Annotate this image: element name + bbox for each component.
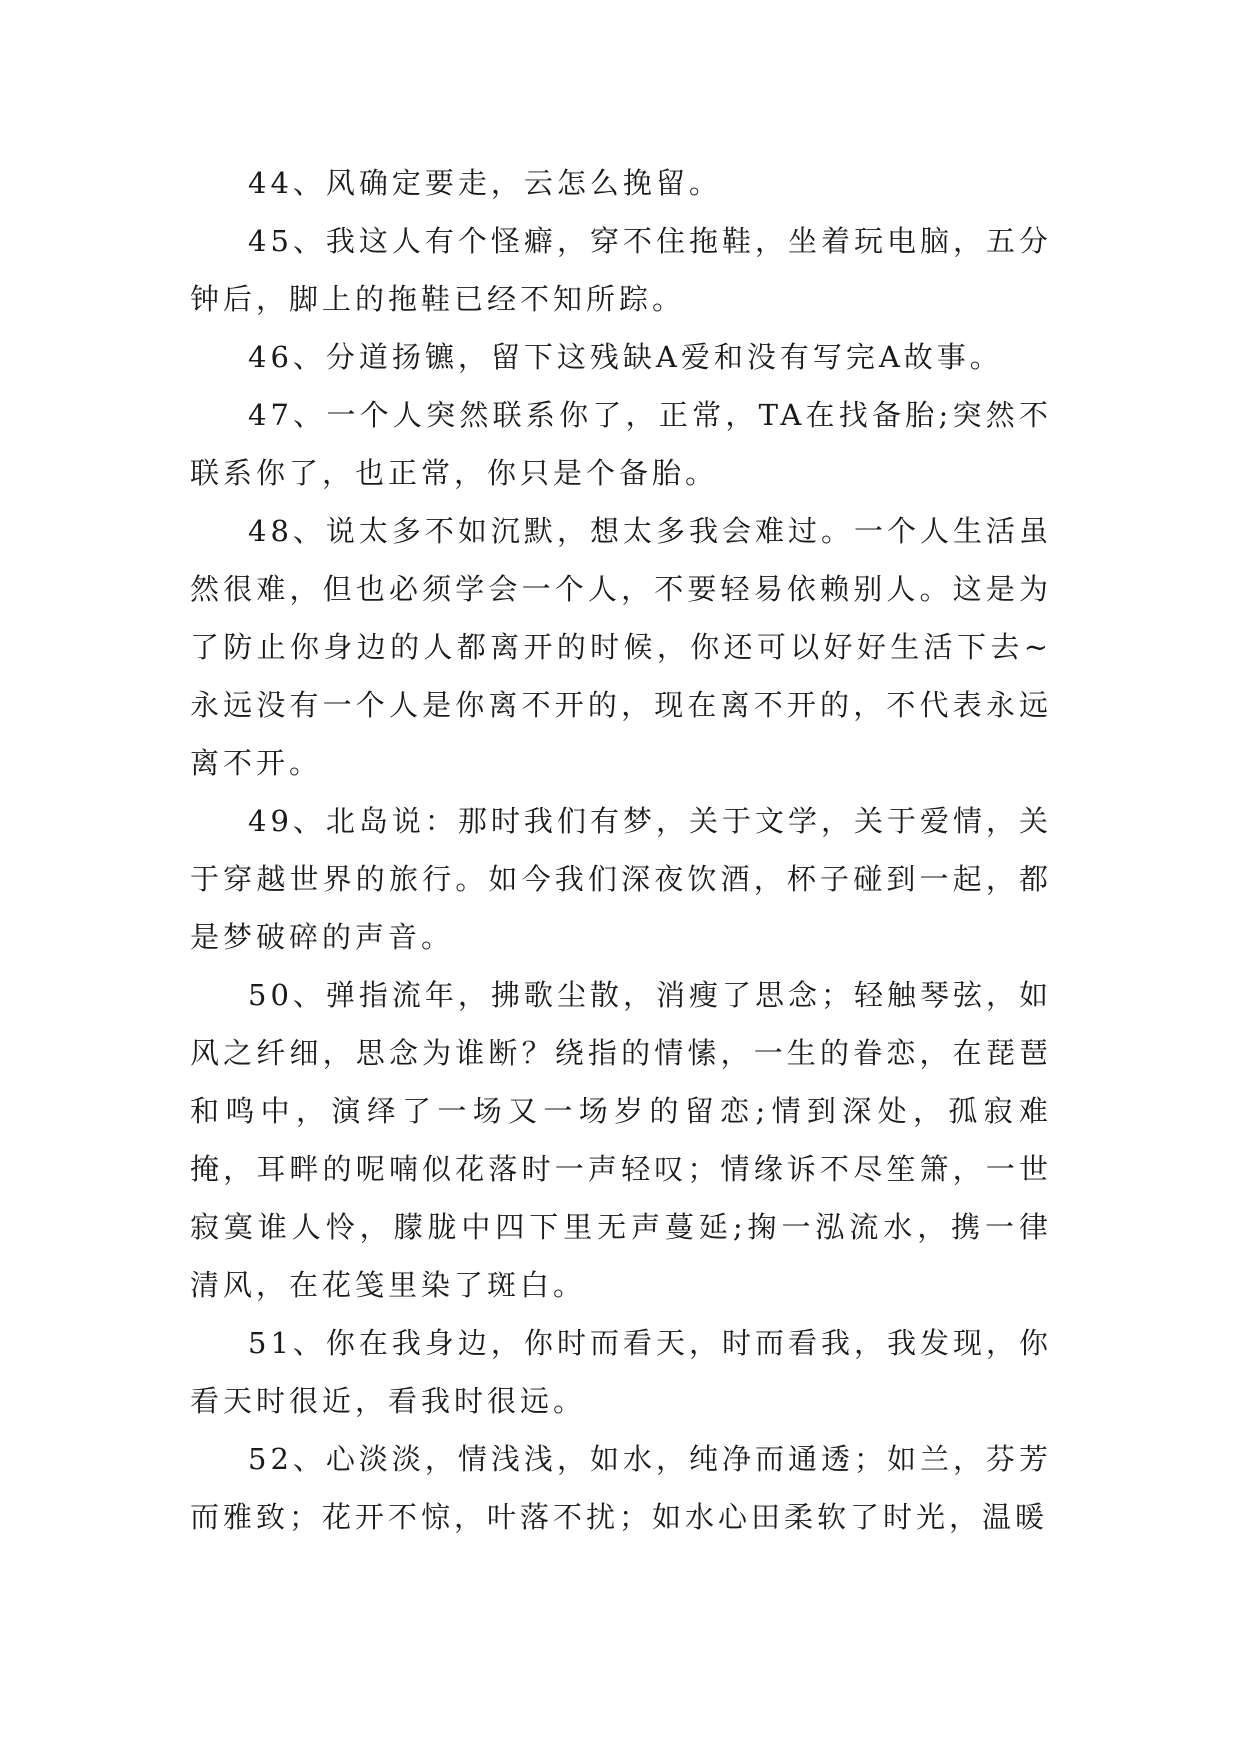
document-body [190,154,1052,1546]
paragraph-50: 50、弹指流年，拂歌尘散，消瘦了思念；轻触琴弦，如风之纤细，思念为谁断？绕指的情愫，一生的眷恋，在琵琶和鸣中，演绎了一场又一场岁的留恋;情到深处，孤寂难掩，耳畔的呢喃似花落时一声轻叹；情缘诉不尽笙箫，一世寂寞谁人怜，朦胧中四下里无声蔓延;掬一泓流水，携一律清风，在花笺里染了斑白。 [190,978,1052,1302]
paragraph-45: 45、我这人有个怪癖，穿不住拖鞋，坐着玩电脑，五分钟后，脚上的拖鞋已经不知所踪。 [190,224,1052,316]
paragraph-46: 46、分道扬镳，留下这残缺A爱和没有写完A故事。 [248,340,1003,374]
paragraph-48: 48、说太多不如沉默，想太多我会难过。一个人生活虽然很难，但也必须学会一个人，不要轻易依赖别人。这是为了防止你身边的人都离开的时候，你还可以好好生活下去~永远没有一个人是你离不开的，现在离不开的，不代表永远离不开。 [190,514,1052,780]
paragraph-44: 44、风确定要走，云怎么挽留。 [248,166,722,200]
paragraph-49: 49、北岛说：那时我们有梦，关于文学，关于爱情，关于穿越世界的旅行。如今我们深夜饮酒，杯子碰到一起，都是梦破碎的声音。 [190,804,1052,954]
paragraph-52: 52、心淡淡，情浅浅，如水，纯净而通透；如兰，芬芳而雅致；花开不惊，叶落不扰；如水心田柔软了时光，温暖 [190,1442,1052,1534]
paragraph-51: 51、你在我身边，你时而看天，时而看我，我发现，你看天时很近，看我时很远。 [190,1326,1052,1418]
paragraph-47: 47、一个人突然联系你了，正常，TA在找备胎;突然不联系你了，也正常，你只是个备胎。 [190,398,1052,490]
